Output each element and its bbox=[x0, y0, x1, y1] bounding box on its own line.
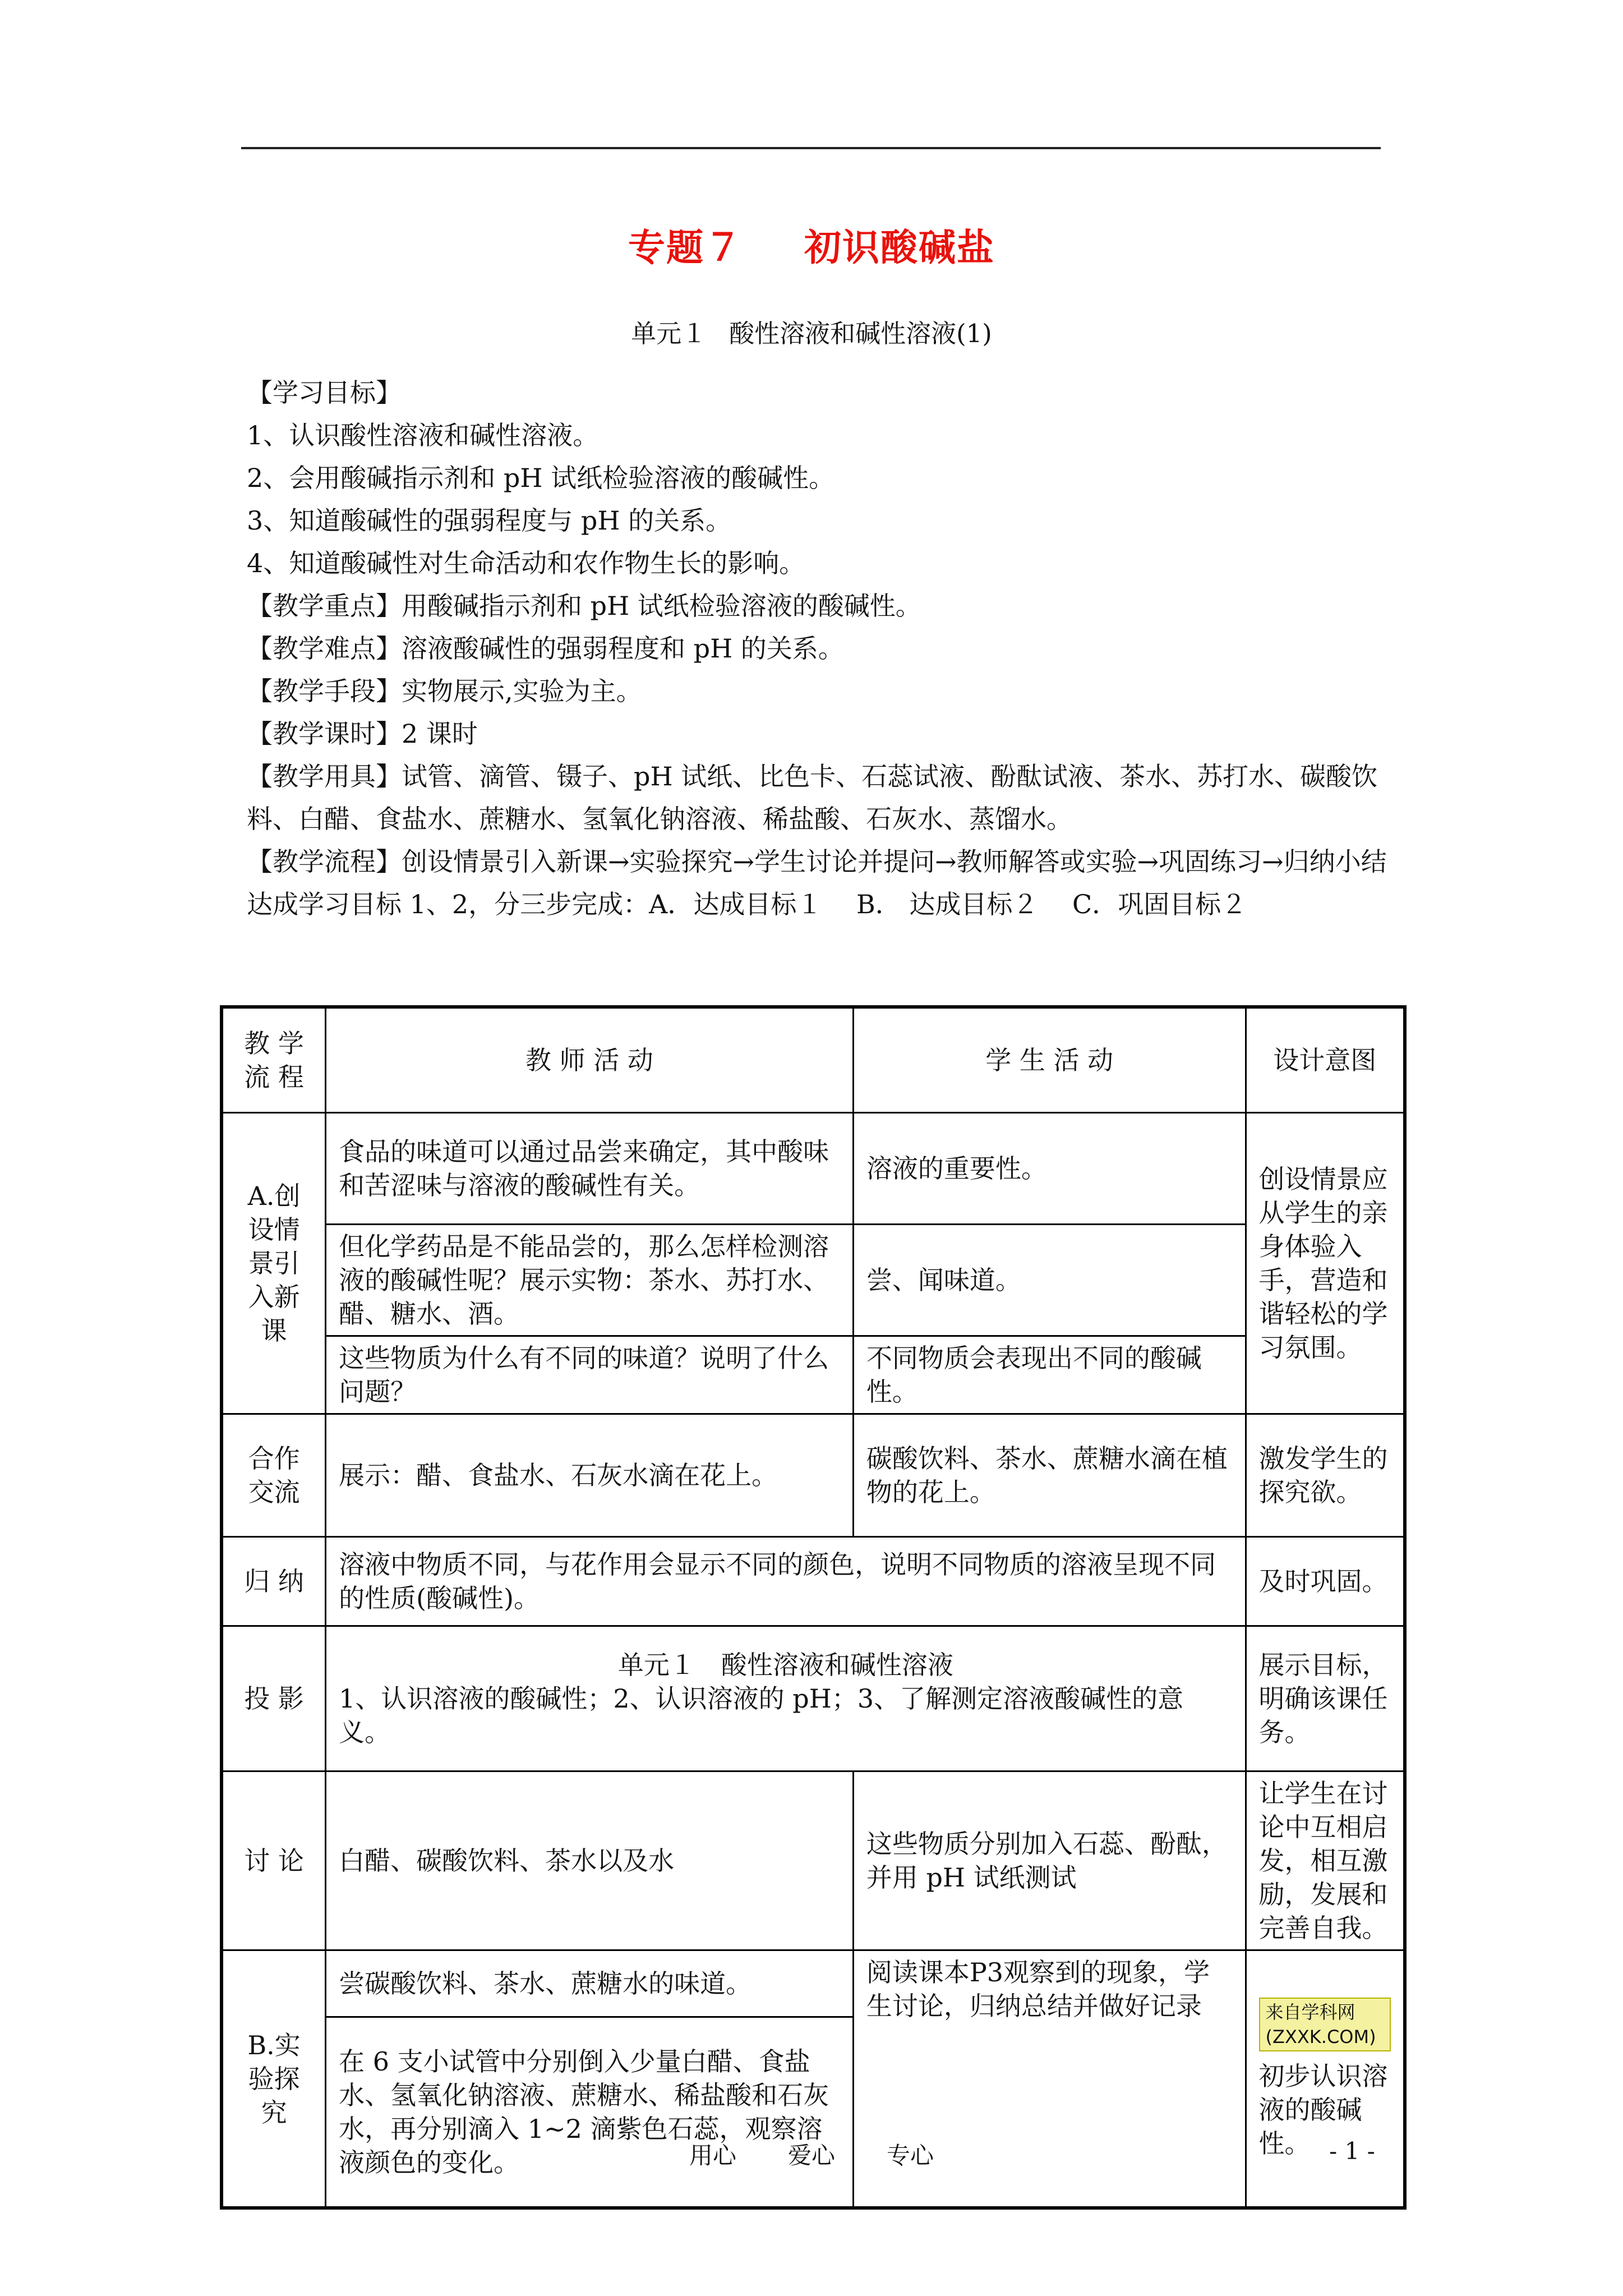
stage-cell: 归 纳 bbox=[222, 1537, 326, 1626]
table-row bbox=[222, 1537, 1405, 1626]
design-cell: 让学生在讨论中互相启发，相互激励，发展和完善自我。 bbox=[1246, 1772, 1405, 1950]
info-label: 【教学难点】 bbox=[247, 633, 402, 664]
objective-item: 3、知道酸碱性的强弱程度与 pH 的关系。 bbox=[247, 505, 732, 536]
teaching-flow-table bbox=[220, 1005, 1407, 2210]
source-watermark: 来自学科网(ZXXK.COM) bbox=[1259, 1998, 1391, 2051]
design-cell: 及时巩固。 bbox=[1246, 1537, 1405, 1626]
stage-cell: 合作交流 bbox=[222, 1414, 326, 1537]
table-row bbox=[222, 1336, 1405, 1414]
info-item-method bbox=[247, 670, 1391, 712]
page-number: - 1 - bbox=[1329, 2137, 1375, 2165]
student-cell: 溶液的重要性。 bbox=[853, 1113, 1246, 1225]
teacher-cell: 但化学药品是不能品尝的，那么怎样检测溶液的酸碱性呢？展示实物：茶水、苏打水、醋、糖水、酒。 bbox=[326, 1225, 854, 1336]
info-label: 【教学重点】 bbox=[247, 591, 402, 621]
stage-cell: A.创设情景引入新课 bbox=[222, 1113, 326, 1414]
info-label: 【教学用具】 bbox=[247, 761, 402, 792]
lesson-info bbox=[247, 371, 1391, 926]
info-text: 试管、滴管、镊子、pH 试纸、比色卡、石蕊试液、酚酞试液、茶水、苏打水、碳酸饮料、白醋、食盐水、蔗糖水、氢氧化钠溶液、稀盐酸、石灰水、蒸馏水。 bbox=[247, 761, 1378, 834]
student-cell: 尝、闻味道。 bbox=[853, 1225, 1246, 1336]
design-cell: 激发学生的探究欲。 bbox=[1246, 1414, 1405, 1537]
info-label: 【教学手段】 bbox=[247, 676, 402, 706]
teacher-cell: 在 6 支小试管中分别倒入少量白醋、食盐水、氢氧化钠溶液、蔗糖水、稀盐酸和石灰水，再分别滴入 1~2 滴紫色石蕊，观察溶液颜色的变化。 bbox=[326, 2017, 854, 2208]
table-row bbox=[222, 1772, 1405, 1950]
student-cell: 这些物质分别加入石蕊、酚酞，并用 pH 试纸测试 bbox=[853, 1772, 1246, 1950]
footer-word: 专心 bbox=[887, 2142, 934, 2169]
table-header-row bbox=[222, 1007, 1405, 1113]
unit-number: 单元１ bbox=[631, 319, 707, 348]
projection-heading: 单元１ 酸性溶液和碱性溶液 bbox=[617, 1650, 953, 1680]
table-row bbox=[222, 1113, 1405, 1225]
student-cell: 阅读课本P3观察到的现象，学生讨论，归纳总结并做好记录 bbox=[853, 1950, 1246, 2208]
info-text: 创设情景引入新课→实验探究→学生讨论并提问→教师解答或实验→巩固练习→归纳小结 bbox=[402, 846, 1387, 877]
page-title bbox=[0, 218, 1623, 271]
footer-word: 爱心 bbox=[787, 2142, 835, 2169]
teacher-cell: 尝碳酸饮料、茶水、蔗糖水的味道。 bbox=[326, 1950, 854, 2017]
summary-cell: 溶液中物质不同，与花作用会显示不同的颜色，说明不同物质的溶液呈现不同的性质(酸碱性)。 bbox=[326, 1537, 1246, 1626]
title-number: 专题７ bbox=[628, 226, 743, 269]
student-cell: 不同物质会表现出不同的酸碱性。 bbox=[853, 1336, 1246, 1414]
teacher-cell: 这些物质为什么有不同的味道？说明了什么问题？ bbox=[326, 1336, 854, 1414]
header-rule bbox=[241, 147, 1381, 149]
teacher-cell: 展示：醋、食盐水、石灰水滴在花上。 bbox=[326, 1414, 854, 1537]
info-text: 溶液酸碱性的强弱程度和 pH 的关系。 bbox=[402, 633, 844, 664]
info-item-process bbox=[247, 840, 1391, 883]
info-item-key-point bbox=[247, 585, 1391, 627]
projection-cell bbox=[326, 1626, 1246, 1772]
table-row bbox=[222, 1414, 1405, 1537]
header-design: 设计意图 bbox=[1246, 1007, 1405, 1113]
unit-title: 酸性溶液和碱性溶液(1) bbox=[729, 319, 992, 348]
objective-item: 1、认识酸性溶液和碱性溶液。 bbox=[247, 420, 599, 450]
header-student: 学 生 活 动 bbox=[853, 1007, 1246, 1113]
goal-line: 达成学习目标 1、2，分三步完成：A．达成目标１ B． 达成目标２ C．巩固目标２ bbox=[247, 889, 1247, 919]
info-item-tools bbox=[247, 755, 1391, 840]
design-cell: 创设情景应从学生的亲身体验入手，营造和谐轻松的学习氛围。 bbox=[1246, 1113, 1405, 1414]
stage-cell: 投 影 bbox=[222, 1626, 326, 1772]
design-cell: 展示目标，明确该课任务。 bbox=[1246, 1626, 1405, 1772]
page-footer bbox=[0, 2137, 1623, 2171]
stage-cell: 讨 论 bbox=[222, 1772, 326, 1950]
title-text: 初识酸碱盐 bbox=[804, 226, 995, 269]
objective-item: 2、会用酸碱指示剂和 pH 试纸检验溶液的酸碱性。 bbox=[247, 463, 835, 493]
teacher-cell: 食品的味道可以通过品尝来确定，其中酸味和苦涩味与溶液的酸碱性有关。 bbox=[326, 1113, 854, 1225]
teacher-cell: 白醋、碳酸饮料、茶水以及水 bbox=[326, 1772, 854, 1950]
stage-cell: B.实验探究 bbox=[222, 1950, 326, 2208]
header-stage: 教 学 流 程 bbox=[222, 1007, 326, 1113]
table-row bbox=[222, 1950, 1405, 2017]
projection-content: 1、认识溶液的酸碱性；2、认识溶液的 pH；3、了解测定溶液酸碱性的意义。 bbox=[339, 1683, 1184, 1747]
info-text: 用酸碱指示剂和 pH 试纸检验溶液的酸碱性。 bbox=[402, 591, 921, 621]
info-text: 2 课时 bbox=[402, 719, 478, 749]
objectives-heading: 【学习目标】 bbox=[247, 378, 402, 408]
header-teacher: 教 师 活 动 bbox=[326, 1007, 854, 1113]
objective-item: 4、知道酸碱性对生命活动和农作物生长的影响。 bbox=[247, 548, 805, 578]
table-row bbox=[222, 1225, 1405, 1336]
info-item-difficulty bbox=[247, 627, 1391, 670]
info-item-hours bbox=[247, 712, 1391, 755]
table-row bbox=[222, 1626, 1405, 1772]
footer-word: 用心 bbox=[689, 2142, 736, 2169]
student-cell: 碳酸饮料、茶水、蔗糖水滴在植物的花上。 bbox=[853, 1414, 1246, 1537]
unit-subtitle bbox=[0, 313, 1623, 349]
info-text: 实物展示,实验为主。 bbox=[402, 676, 642, 706]
design-text: 初步认识溶液的酸碱性。 bbox=[1258, 2060, 1388, 2159]
info-label: 【教学课时】 bbox=[247, 719, 402, 749]
info-label: 【教学流程】 bbox=[247, 846, 402, 877]
